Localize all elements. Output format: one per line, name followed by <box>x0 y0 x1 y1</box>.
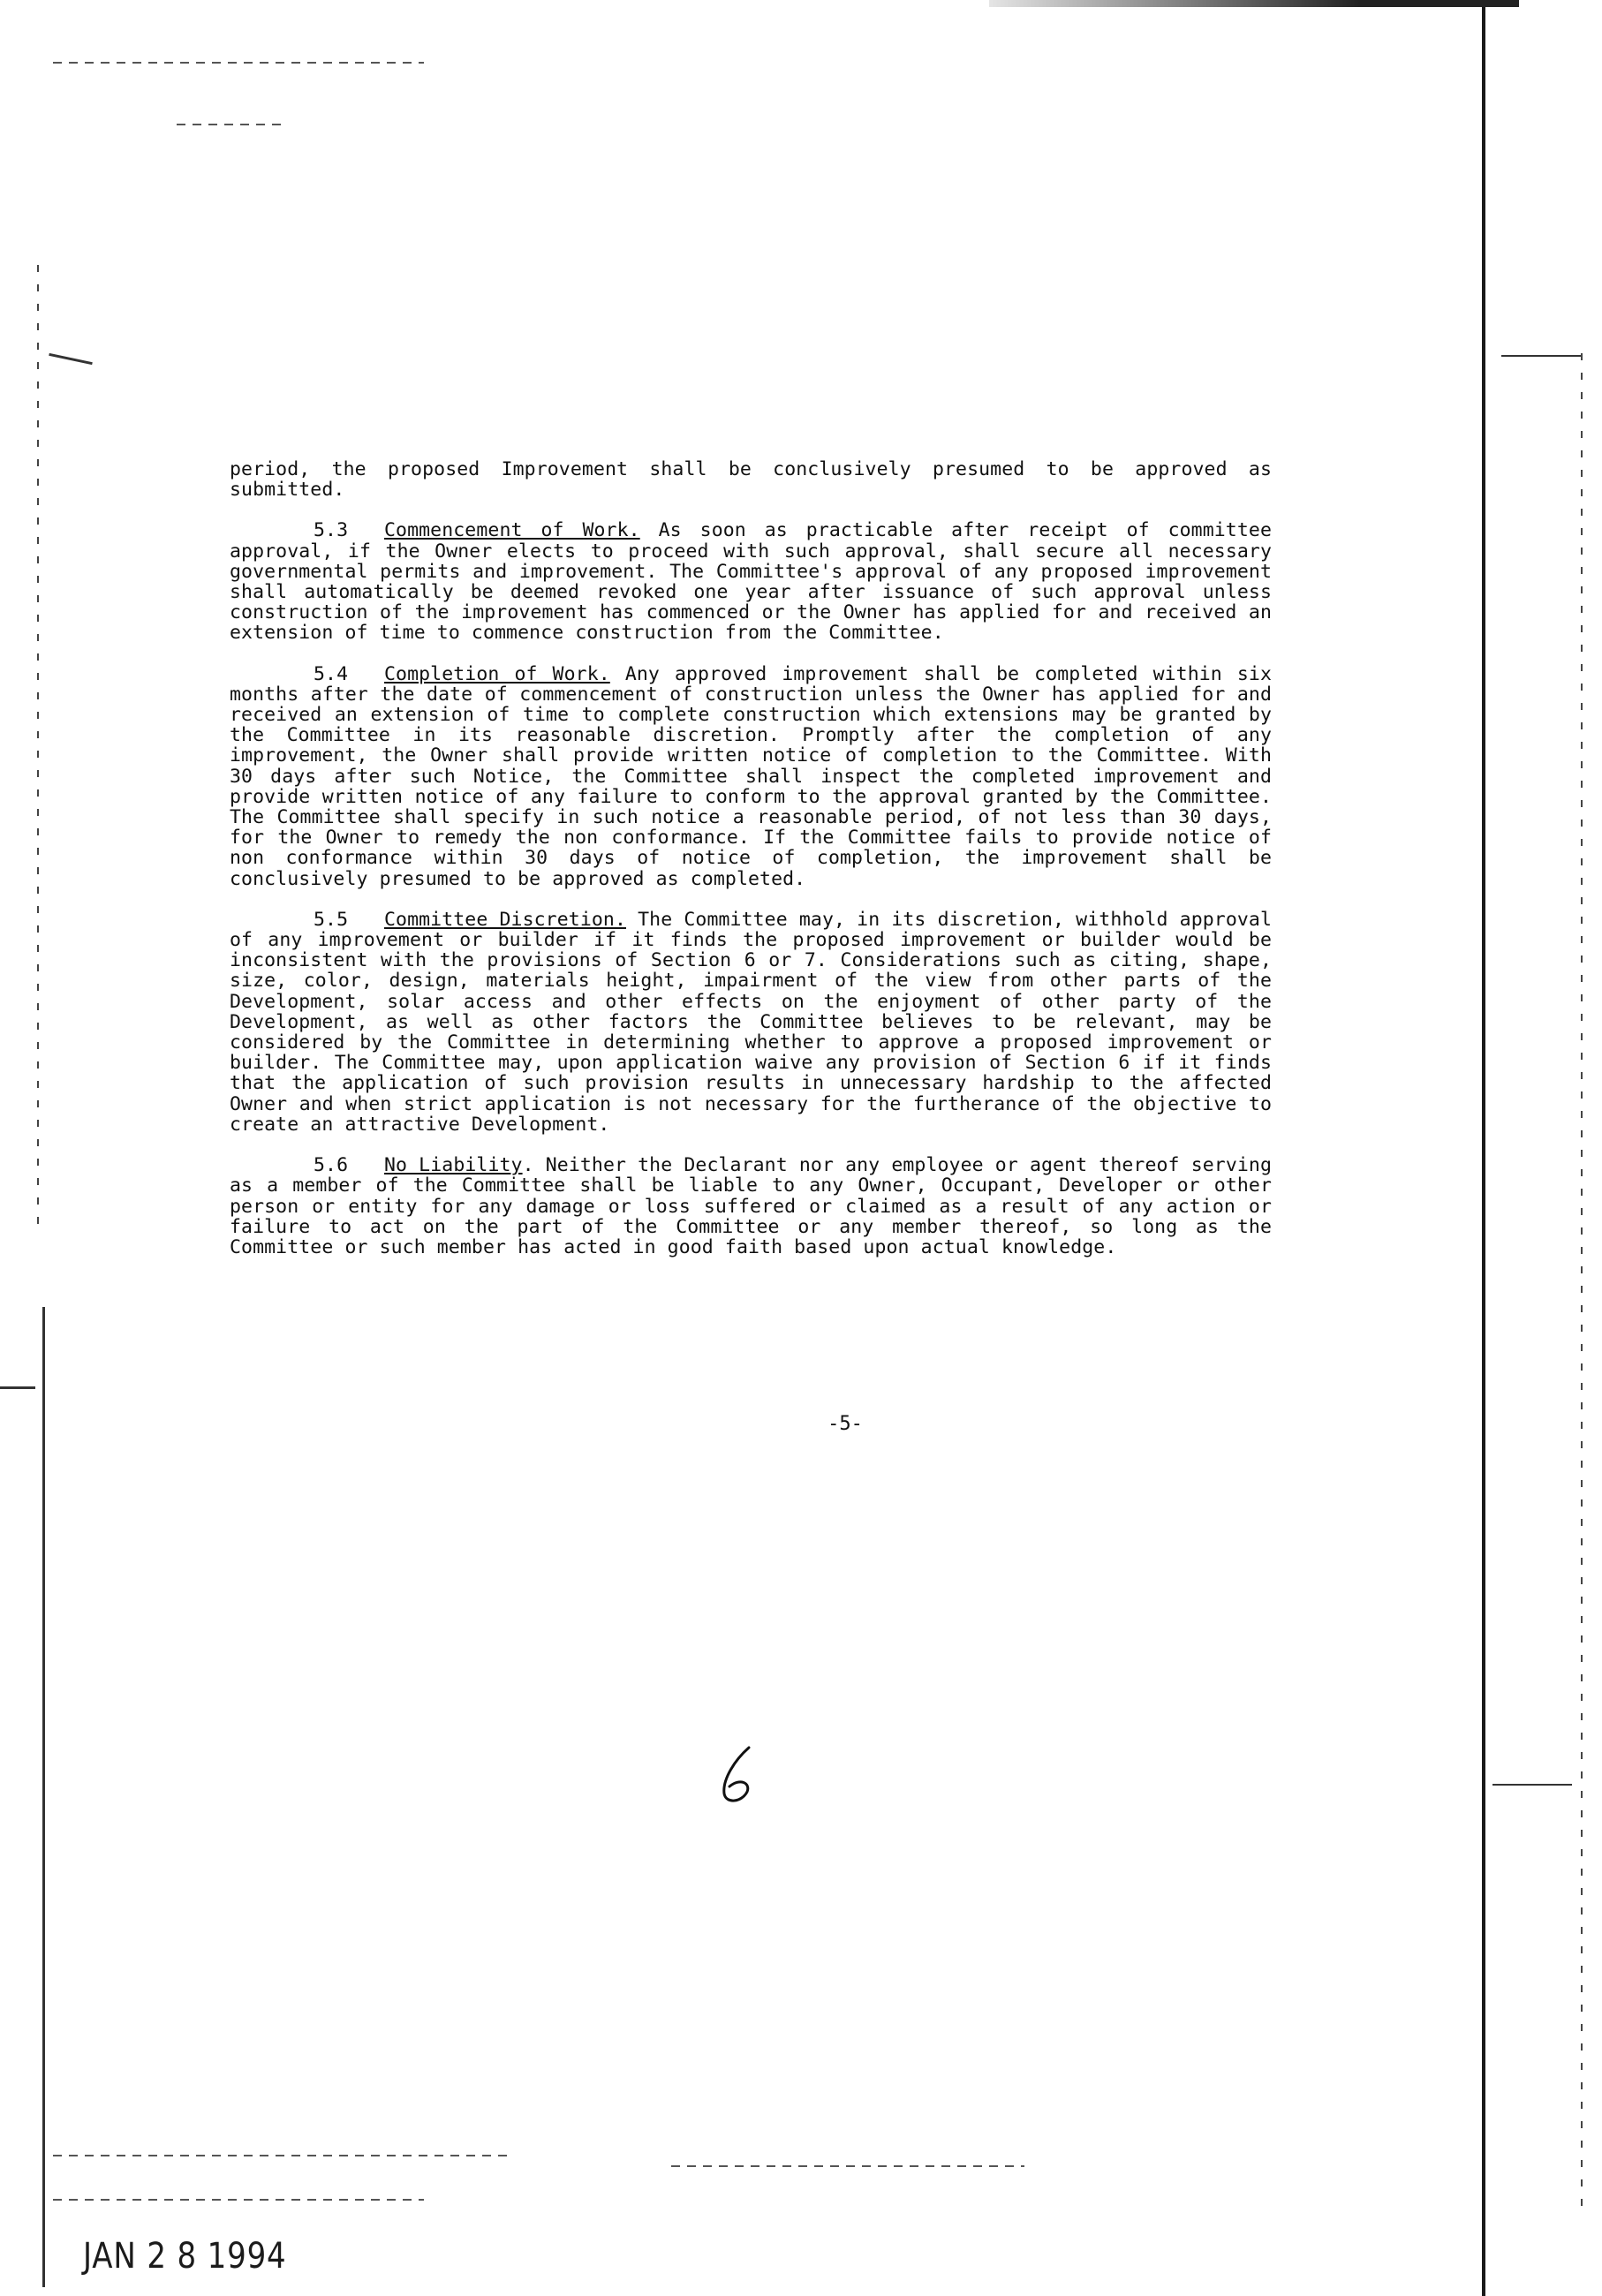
scan-artifact <box>1581 353 1583 2208</box>
section-heading: Commencement of Work. <box>384 519 640 542</box>
scan-edge-right <box>1482 0 1485 2296</box>
paragraph-text: As soon as practicable after receipt of committee approval, if the Owner elects to proceed with such approval, shall secure all necessary governmental permits and improvement. The Committee's approval of any proposed improvement shall automatically be deemed revoked one year after issuance of such approval unless construction of the improvement has commenced or the Owner has applied for and received an extension of time to commence construction from the Committee. <box>230 519 1272 645</box>
section-heading: Committee Discretion. <box>384 908 626 931</box>
paragraph-text: Any approved improvement shall be completed within six months after the date of commencement of construction unless the Owner has applied for and received an extension of time to complete construction which extensions may be granted by the Committee in its reasonable discretion. Promptly after the completion of any improvement, the Owner shall provide written notice of completion to the Committee. With 30 days after such Notice, the Committee shall inspect the completed improvement and provide written notice of any failure to conform to the approval granted by the Committee. The Committee shall specify in such notice a reasonable period, of not less than 30 days, for the Owner to remedy the non conformance. If the Committee fails to provide notice of non conformance within 30 days of notice of completion, the improvement shall be conclusively presumed to be approved as completed. <box>230 662 1272 890</box>
scan-artifact <box>37 265 39 1236</box>
scan-artifact <box>0 1386 35 1389</box>
handwritten-page-number <box>715 1744 759 1806</box>
scan-artifact <box>1492 1784 1572 1786</box>
paragraph-5-4 <box>230 664 1272 889</box>
document-body <box>230 459 1272 1278</box>
paragraph-text: period, the proposed Improvement shall be conclusively presumed to be approved as submitted. <box>230 458 1272 502</box>
paragraph-text: . Neither the Declarant nor any employee or agent thereof serving as a member of the Committee shall be liable to any Owner, Occupant, Developer or other person or entity for any damage or loss suffered or claimed as a result of any action or failure to act on the part of the Committee or any member thereof, so long as the Committee or such member has acted in good faith based upon actual knowledge. <box>230 1154 1272 1258</box>
scan-artifact <box>671 2165 1024 2167</box>
paragraph-continuation <box>230 459 1272 500</box>
section-number: 5.6 <box>314 1154 349 1177</box>
scan-artifact <box>53 2199 424 2201</box>
scan-artifact <box>1501 355 1581 357</box>
scan-artifact <box>53 62 424 64</box>
scan-artifact <box>177 124 283 125</box>
scan-artifact <box>53 2155 512 2156</box>
scan-edge-top <box>989 0 1519 7</box>
scan-edge-left <box>42 1307 45 2287</box>
paragraph-5-5 <box>230 910 1272 1135</box>
paragraph-5-3 <box>230 520 1272 643</box>
scan-artifact <box>49 353 93 365</box>
section-heading: Completion of Work. <box>384 662 610 685</box>
paragraph-text: The Committee may, in its discretion, withhold approval of any improvement or builder if it finds the proposed improvement or builder would be inconsistent with the provisions of Section 6 or 7. Considerations such as citing, shape, size, color, design, materials height, impairment of the view from other parts of the Development, solar access and other effects on the enjoyment of other party of the Development, as well as other factors the Committee believes to be relevant, may be considered by the Committee in determining whether to approve a proposed improvement or builder. The Committee may, upon application waive any provision of Section 6 if it finds that the application of such provision results in unnecessary hardship to the affected Owner and when strict application is not necessary for the furtherance of the objective to create an attractive Development. <box>230 908 1272 1136</box>
page-number: -5- <box>827 1413 863 1435</box>
date-stamp: JAN 2 8 1994 <box>83 2236 287 2277</box>
section-number: 5.3 <box>314 519 349 542</box>
section-number: 5.5 <box>314 908 349 931</box>
section-heading: No Liability <box>384 1154 523 1177</box>
paragraph-5-6 <box>230 1155 1272 1258</box>
section-number: 5.4 <box>314 662 349 685</box>
